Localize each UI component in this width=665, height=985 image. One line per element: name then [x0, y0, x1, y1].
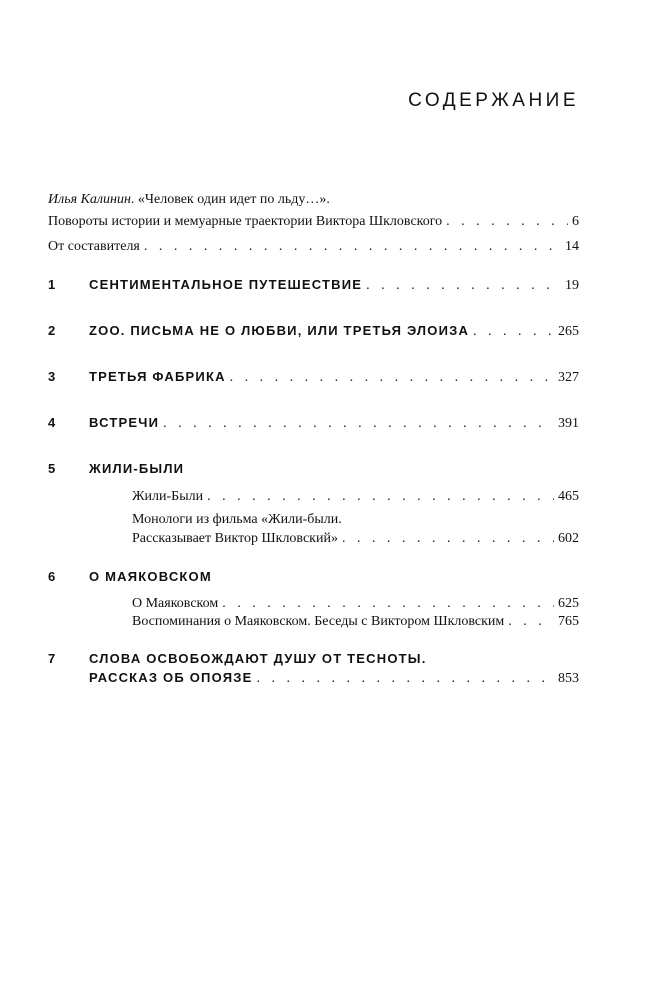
page-number: 14: [565, 239, 579, 254]
leader-dots: [508, 612, 554, 632]
compiler-label: От составителя: [48, 239, 140, 254]
chapter-number: 2: [48, 323, 57, 338]
leader-dots: [163, 414, 554, 434]
chapter-number: 3: [48, 369, 57, 384]
chapter-number: 7: [48, 651, 57, 666]
chapter-6-item-2: [48, 612, 579, 632]
page-title: СОДЕРЖАНИЕ: [408, 90, 579, 111]
chapter-title: СЕНТИМЕНТАЛЬНОЕ ПУТЕШЕСТВИЕ: [89, 277, 363, 292]
page-number: 765: [558, 614, 579, 629]
page-number: 625: [558, 596, 579, 611]
chapter-title: ВСТРЕЧИ: [89, 415, 160, 430]
page-number: 853: [558, 671, 579, 686]
item-label: Жили-Были: [132, 489, 204, 504]
chapter-6: [48, 567, 579, 587]
leader-dots: [342, 529, 554, 549]
page-number: 19: [565, 278, 579, 293]
chapter-5: [48, 459, 579, 479]
leader-dots: [230, 368, 554, 388]
item-label: О Маяковском: [132, 596, 219, 611]
chapter-title: РАССКАЗ ОБ ОПОЯЗЕ: [89, 670, 253, 685]
chapter-2: [48, 321, 579, 341]
leader-dots: [366, 276, 561, 296]
leader-dots: [207, 487, 554, 507]
chapter-3: [48, 367, 579, 387]
chapter-title: СЛОВА ОСВОБОЖДАЮТ ДУШУ ОТ ТЕСНОТЫ.: [89, 651, 427, 666]
intro-entry-line1: [48, 190, 579, 210]
leader-dots: [256, 669, 554, 689]
intro-subtitle: Повороты истории и мемуарные траектории Виктора Шкловского: [48, 214, 443, 229]
chapter-title: О МАЯКОВСКОМ: [89, 569, 212, 584]
chapter-title: ZOO. ПИСЬМА НЕ О ЛЮБВИ, ИЛИ ТРЕТЬЯ ЭЛОИЗА: [89, 323, 470, 338]
chapter-number: 4: [48, 415, 57, 430]
leader-dots: [144, 237, 561, 257]
chapter-title: ЖИЛИ-БЫЛИ: [89, 461, 185, 476]
chapter-5-item-1: [48, 487, 579, 507]
page-number: 265: [558, 324, 579, 339]
leader-dots: [222, 594, 554, 614]
chapter-number: 6: [48, 569, 57, 584]
page-number: 391: [558, 416, 579, 431]
compiler-entry: [48, 237, 579, 257]
page-number: 602: [558, 531, 579, 546]
chapter-5-item-2-line2: [48, 529, 579, 549]
chapter-number: 1: [48, 277, 57, 292]
chapter-7-line2: [48, 668, 579, 688]
item-label: Рассказывает Виктор Шкловский»: [132, 531, 338, 546]
chapter-4: [48, 413, 579, 433]
leader-dots: [446, 212, 568, 232]
item-label: Монологи из фильма «Жили-были.: [132, 512, 342, 527]
chapter-7: [48, 649, 579, 669]
chapter-title: ТРЕТЬЯ ФАБРИКА: [89, 369, 226, 384]
page-number: 465: [558, 489, 579, 504]
page-number: 6: [572, 214, 579, 229]
chapter-6-item-1: [48, 594, 579, 614]
item-label: Воспоминания о Маяковском. Беседы с Виктором Шкловским: [132, 614, 505, 629]
page-number: 327: [558, 370, 579, 385]
chapter-1: [48, 275, 579, 295]
leader-dots: [473, 322, 554, 342]
intro-author: Илья Калинин: [48, 192, 131, 207]
intro-title: . «Человек один идет по льду…».: [130, 192, 330, 207]
chapter-number: 5: [48, 461, 57, 476]
chapter-5-item-2-line1: [48, 510, 579, 530]
intro-entry-line2: [48, 212, 579, 232]
